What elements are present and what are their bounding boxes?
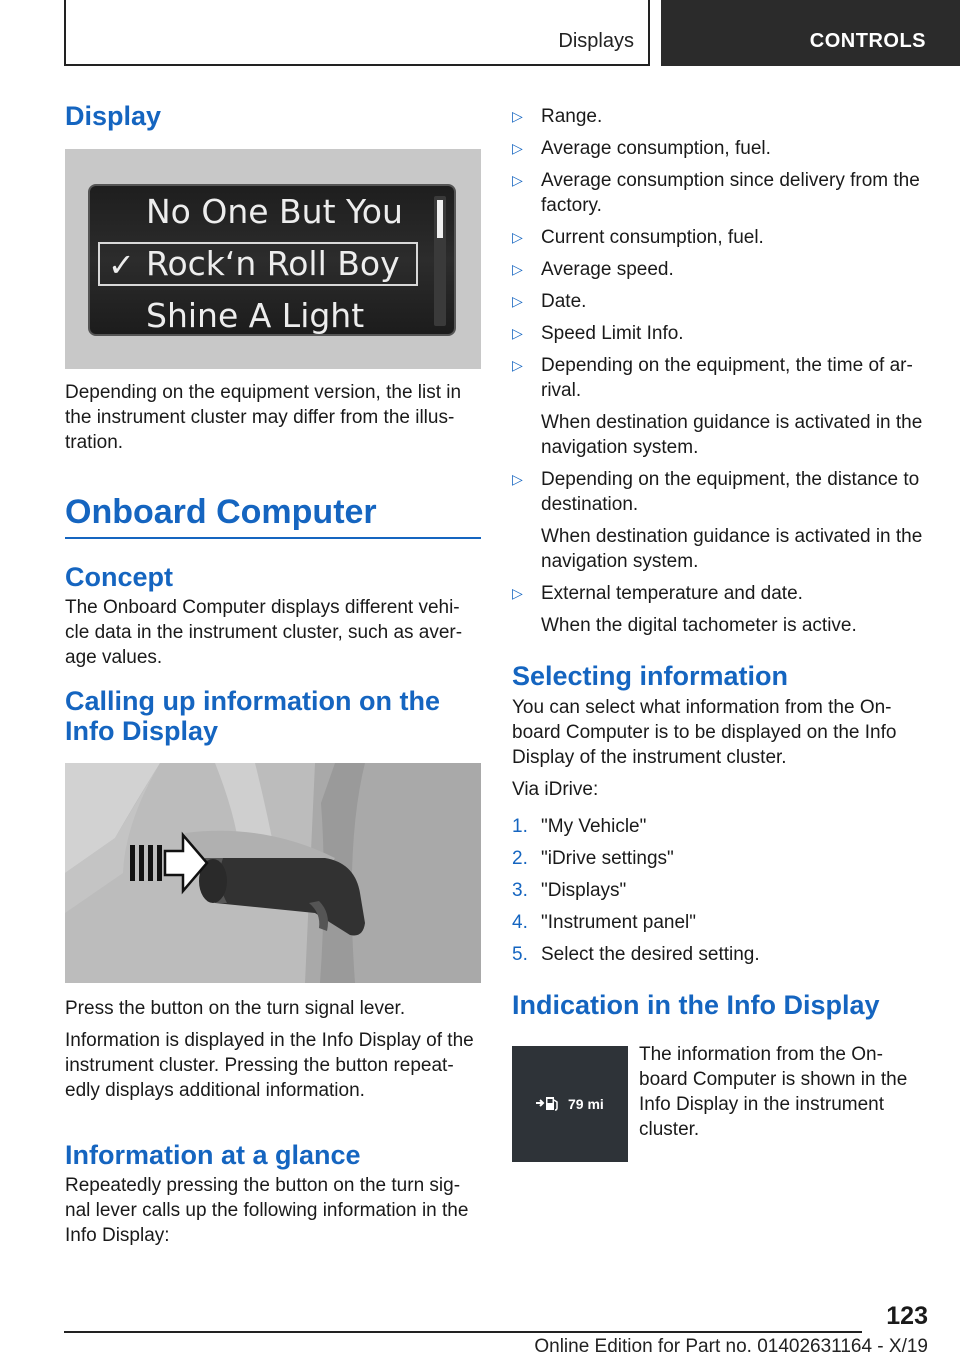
bullet-text: Average consumption, fuel.: [541, 138, 771, 159]
footer-rule: [64, 1331, 862, 1333]
list-item: [512, 168, 930, 218]
triangle-bullet-icon: ▷: [512, 293, 523, 309]
list-item: [512, 136, 930, 161]
list-item: [512, 814, 930, 839]
step-text: "iDrive settings": [541, 848, 674, 869]
bullet-text: Depending on the equipment, the distance to destination.: [541, 469, 920, 515]
display-illustration: [65, 149, 481, 369]
right-column: [512, 104, 930, 1021]
step-text: "Displays": [541, 880, 627, 901]
indication-text: The information from the On-board Computer is shown in the Info Display in the instrument cluster.: [639, 1044, 908, 1140]
list-item: [512, 353, 930, 403]
bullet-subtext: When the digital tachometer is active.: [541, 615, 857, 636]
fuel-pump-icon: [534, 1094, 564, 1114]
step-number: 1.: [512, 816, 528, 837]
footer-edition: Online Edition for Part no. 01402631164 - X/19: [534, 1336, 928, 1357]
bullet-text: Speed Limit Info.: [541, 323, 684, 344]
concept-text: The Onboard Computer displays different vehi-cle data in the instrument cluster, such as aver-age values.: [65, 597, 463, 668]
step-number: 3.: [512, 880, 528, 901]
concept-heading: Concept: [65, 562, 173, 592]
callup-heading: Calling up information on the Info Display: [65, 686, 440, 746]
onboard-computer-heading: Onboard Computer: [65, 491, 481, 539]
glance-heading: Information at a glance: [65, 1140, 361, 1170]
step-number: 2.: [512, 848, 528, 869]
bullet-text: Date.: [541, 291, 587, 312]
list-item: [512, 942, 930, 967]
selecting-heading: Selecting information: [512, 661, 789, 691]
step-text: Select the desired setting.: [541, 944, 760, 965]
bullet-text: External temperature and date.: [541, 583, 803, 604]
bullet-text: Range.: [541, 106, 603, 127]
section-title: Displays: [558, 30, 634, 52]
left-column: [65, 100, 481, 1248]
list-item: [512, 225, 930, 250]
display-note: Depending on the equipment version, the list in the instrument cluster may differ from the illus-tration.: [65, 382, 462, 453]
triangle-bullet-icon: ▷: [512, 471, 523, 487]
step-number: 5.: [512, 944, 528, 965]
display-line-2: Rock‘n Roll Boy: [146, 244, 400, 283]
via-idrive: Via iDrive:: [512, 779, 599, 800]
turn-signal-lever-illustration: [65, 763, 481, 983]
step-text: "My Vehicle": [541, 816, 647, 837]
display-scrollbar-thumb: [437, 200, 443, 238]
step-text: "Instrument panel": [541, 912, 697, 933]
list-item: [512, 846, 930, 871]
list-item: [512, 321, 930, 346]
triangle-bullet-icon: ▷: [512, 140, 523, 156]
header-chapter-box: [661, 0, 960, 66]
bullet-text: Current consumption, fuel.: [541, 227, 764, 248]
triangle-bullet-icon: ▷: [512, 325, 523, 341]
triangle-bullet-icon: ▷: [512, 357, 523, 373]
list-item: [512, 910, 930, 935]
display-heading: Display: [65, 101, 162, 131]
display-line-3: Shine A Light: [146, 296, 365, 335]
info-text: Information is displayed in the Info Display of the instrument cluster. Pressing the button repeat-edly displays additional information.: [65, 1030, 474, 1101]
display-line-1: No One But You: [146, 192, 403, 231]
triangle-bullet-icon: ▷: [512, 229, 523, 245]
triangle-bullet-icon: ▷: [512, 585, 523, 601]
press-text: Press the button on the turn signal lever.: [65, 998, 406, 1019]
list-item: [512, 257, 930, 282]
header-section-box: [64, 0, 650, 66]
glance-text: Repeatedly pressing the button on the turn sig-nal lever calls up the following information in the Info Display:: [65, 1175, 469, 1246]
page-number: 123: [886, 1302, 928, 1330]
selecting-text: You can select what information from the On-board Computer is to be displayed on the Info Display of the instrument cluster.: [512, 697, 897, 768]
range-value: 79 mi: [568, 1096, 604, 1112]
checkmark-icon: ✓: [108, 247, 135, 283]
step-number: 4.: [512, 912, 528, 933]
bullet-text: Average consumption since delivery from the factory.: [541, 170, 920, 216]
list-item: [512, 467, 930, 517]
list-item: [512, 581, 930, 606]
indication-heading: Indication in the Info Display: [512, 990, 880, 1020]
bullet-subtext: When destination guidance is activated in the navigation system.: [541, 412, 923, 458]
list-item: [512, 878, 930, 903]
triangle-bullet-icon: ▷: [512, 172, 523, 188]
turn-signal-lever-drawing: [65, 763, 481, 983]
bullet-text: Average speed.: [541, 259, 674, 280]
list-item: [512, 104, 930, 129]
triangle-bullet-icon: ▷: [512, 108, 523, 124]
display-screen: [88, 184, 456, 336]
triangle-bullet-icon: ▷: [512, 261, 523, 277]
list-item: [512, 289, 930, 314]
bullet-subtext: When destination guidance is activated in the navigation system.: [541, 526, 923, 572]
chapter-title: CONTROLS: [809, 30, 926, 52]
info-display-illustration: [512, 1046, 628, 1162]
bullet-text: Depending on the equipment, the time of ar-rival.: [541, 355, 913, 401]
